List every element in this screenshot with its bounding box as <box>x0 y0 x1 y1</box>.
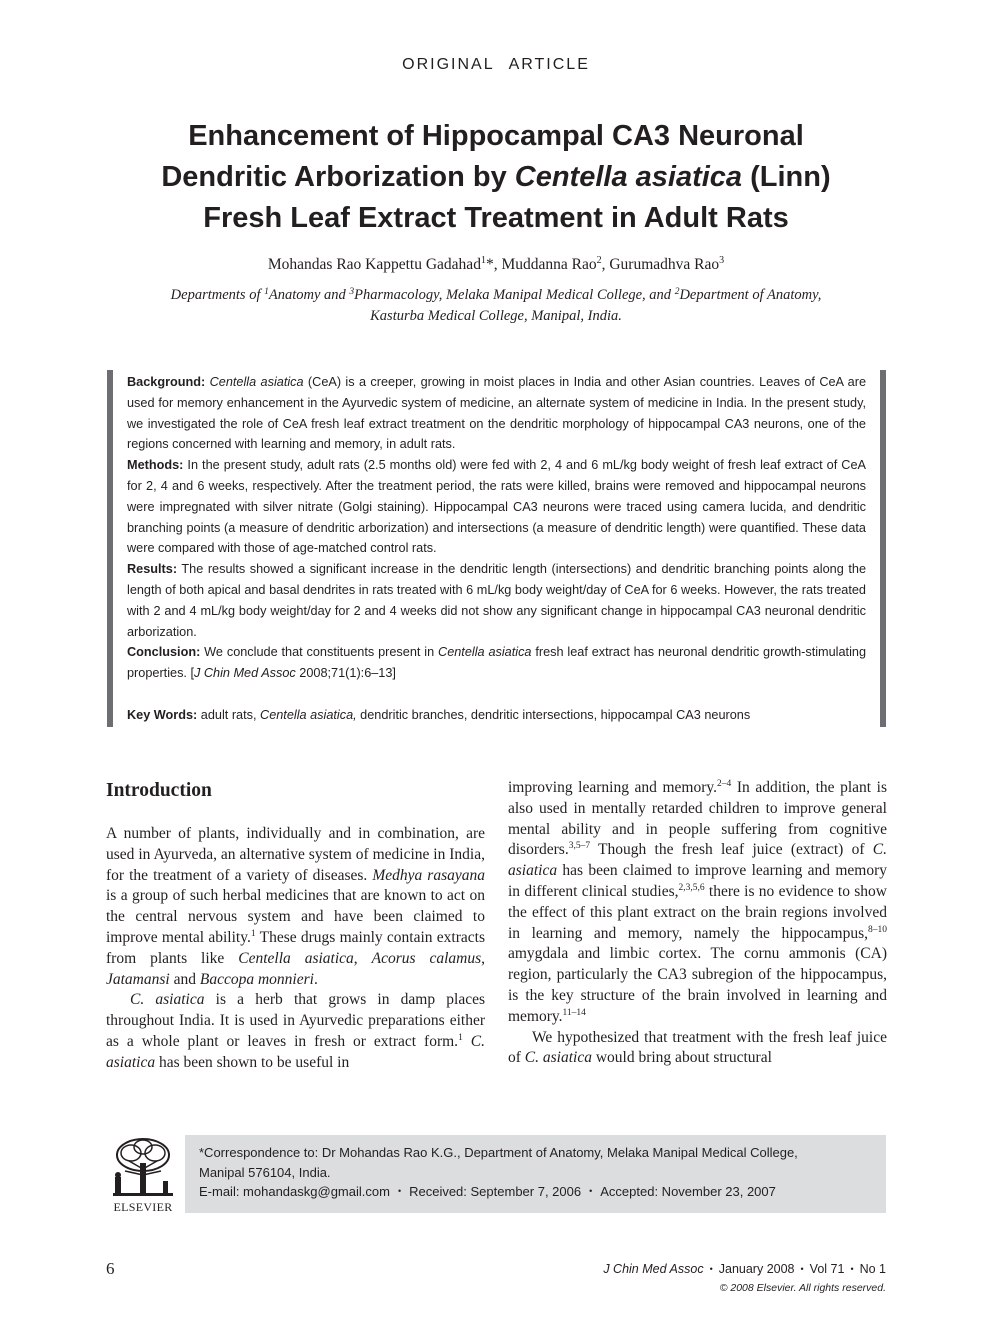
copyright-notice: © 2008 Elsevier. All rights reserved. <box>719 1282 886 1294</box>
correspondence-email[interactable]: E-mail: mohandaskg@gmail.com <box>199 1184 390 1199</box>
section-heading-introduction: Introduction <box>106 780 212 801</box>
body-column-left <box>106 778 485 1074</box>
publisher-name: ELSEVIER <box>113 1200 173 1214</box>
article-type-word-1: ORIGINAL <box>402 56 495 73</box>
article-type-label <box>0 56 992 74</box>
correspondence-line-1: *Correspondence to: Dr Mohandas Rao K.G., Department of Anatomy, Melaka Manipal Medical College, <box>199 1145 798 1160</box>
page-number: 6 <box>106 1259 115 1278</box>
abstract-background: Background: Centella asiatica (CeA) is a creeper, growing in moist places in India and other Asian countries. Leaves of CeA are used for memory enhancement in the Ayurvedic system of medicine, an alternate system of medicine in India. In the present study, we investigated the role of CeA fresh leaf extract treatment on the dendritic morphology of hippocampal CA3 neurons, one of the regions concerned with learning and memory, in adult rats. <box>127 375 867 452</box>
intro-paragraph-2: C. asiatica is a herb that grows in damp places throughout India. It is used in Ayurvedic preparations either as a whole plant or leaves in fresh or extract form.$^1$ C. asiatica has been shown to be useful in <box>106 991 486 1071</box>
title-species-name: Centella asiatica <box>514 161 743 193</box>
abstract-keywords: Key Words: adult rats, Centella asiatica, dendritic branches, dendritic intersections, hippocampal CA3 neurons <box>127 707 751 722</box>
article-type-word-2: ARTICLE <box>508 56 590 73</box>
correspondence-box <box>185 1135 886 1213</box>
journal-citation: J Chin Med Assoc <box>194 666 296 681</box>
received-date: Received: September 7, 2006 <box>409 1184 582 1199</box>
intro-paragraph-2-continued: improving learning and memory.$^{2-4}$ In addition, the plant is also used in mentally retarded children to improve general mental ability and in people suffering from cognitive disorders.$^{3,5-7}$ Though the fresh leaf juice (extract) of C. asiatica has been claimed to improve learning and memory in different clinical studies,$^{2,3,5,6}$ there is no evidence to show the effect of this plant extract on the brain regions involved in learning and memory, namely the hippocampus,$^{8-10}$ amygdala and limbic cortex. The cornu ammonis (CA) region, particularly the CA3 subregion of the hippocampus, is the key structure of the brain involved in learning and memory.$^{11-14}$ <box>508 779 887 1025</box>
intro-paragraph-1: A number of plants, individually and in combination, are used in Ayurveda, an alternative system of medicine in India, for the treatment of a variety of diseases. Medhya rasayana is a group of such herbal medicines that are known to act on the central nervous system and have been claimed to improve mental ability.$^1$ These drugs mainly contain extracts from plants like Centella asiatica, Acorus calamus, Jatamansi and Baccopa monnieri. <box>106 825 486 988</box>
abstract-results: Results: The results showed a significant increase in the dendritic length (intersections) and dendritic branching points along the length of both apical and basal dendrites in rats treated with 6 mL/kg body weight/day of CeA for 6 weeks. However, the rats treated with 2 and 4 mL/kg body weight/day for 2 and 4 weeks did not show any significant change in hippocampal CA3 neuronal dendritic arborization. <box>127 562 866 639</box>
corresponding-author-mark: * <box>485 256 494 273</box>
intro-paragraph-3: We hypothesized that treatment with the fresh leaf juice of C. asiatica would bring about structural <box>508 1028 887 1067</box>
title-line-1: Enhancement of Hippocampal CA3 Neuronal <box>188 120 804 152</box>
affiliations <box>120 282 872 327</box>
author-list: Mohandas Rao Kappettu Gadahad$^1$*, Muddanna Rao$^2$, Gurumadhva Rao$^3$ <box>267 255 725 273</box>
correspondence-line-3: E-mail: mohandaskg@gmail.com • Received: September 7, 2006 • Accepted: November 23, 2007 <box>199 1184 776 1199</box>
abstract-box <box>107 370 886 727</box>
title-line-3: Fresh Leaf Extract Treatment in Adult Rats <box>203 202 789 234</box>
body-column-right <box>508 778 887 1069</box>
correspondence-line-2: Manipal 576104, India. <box>199 1164 331 1180</box>
abstract-conclusion: Conclusion: We conclude that constituents present in Centella asiatica fresh leaf extract has neuronal dendritic growth-stimulating properties. [J Chin Med Assoc 2008;71(1):6–13] <box>127 645 867 681</box>
elsevier-tree-icon <box>107 1135 179 1199</box>
title-line-2: Dendritic Arborization by Centella asiatica (Linn) <box>161 161 831 193</box>
affiliation-line-1: Departments of $^1$Anatomy and $^3$Pharmacology, Melaka Manipal Medical College, and $^2$Department of Anatomy, <box>170 287 822 303</box>
abstract-methods: Methods: In the present study, adult rats (2.5 months old) were fed with 2, 4 and 6 mL/kg body weight of fresh leaf extract of CeA for 2, 4 and 6 weeks, respectively. After the treatment period, the rats were killed, brains were removed and hippocampal neurons were impregnated with silver nitrate (Golgi staining). Hippocampal CA3 neurons were traced using camera lucida, and dendritic branching points (a measure of dendritic arborization) and intersections (a measure of dendritic length) were quantified. These data were compared with those of age-matched control rats. <box>127 458 866 556</box>
affiliation-line-2: Kasturba Medical College, Manipal, India. <box>370 308 622 324</box>
journal-footer: J Chin Med Assoc • January 2008 • Vol 71 • No 1 <box>603 1262 886 1276</box>
article-title <box>96 116 896 239</box>
accepted-date: Accepted: November 23, 2007 <box>600 1184 776 1199</box>
publisher-logo <box>107 1135 179 1215</box>
